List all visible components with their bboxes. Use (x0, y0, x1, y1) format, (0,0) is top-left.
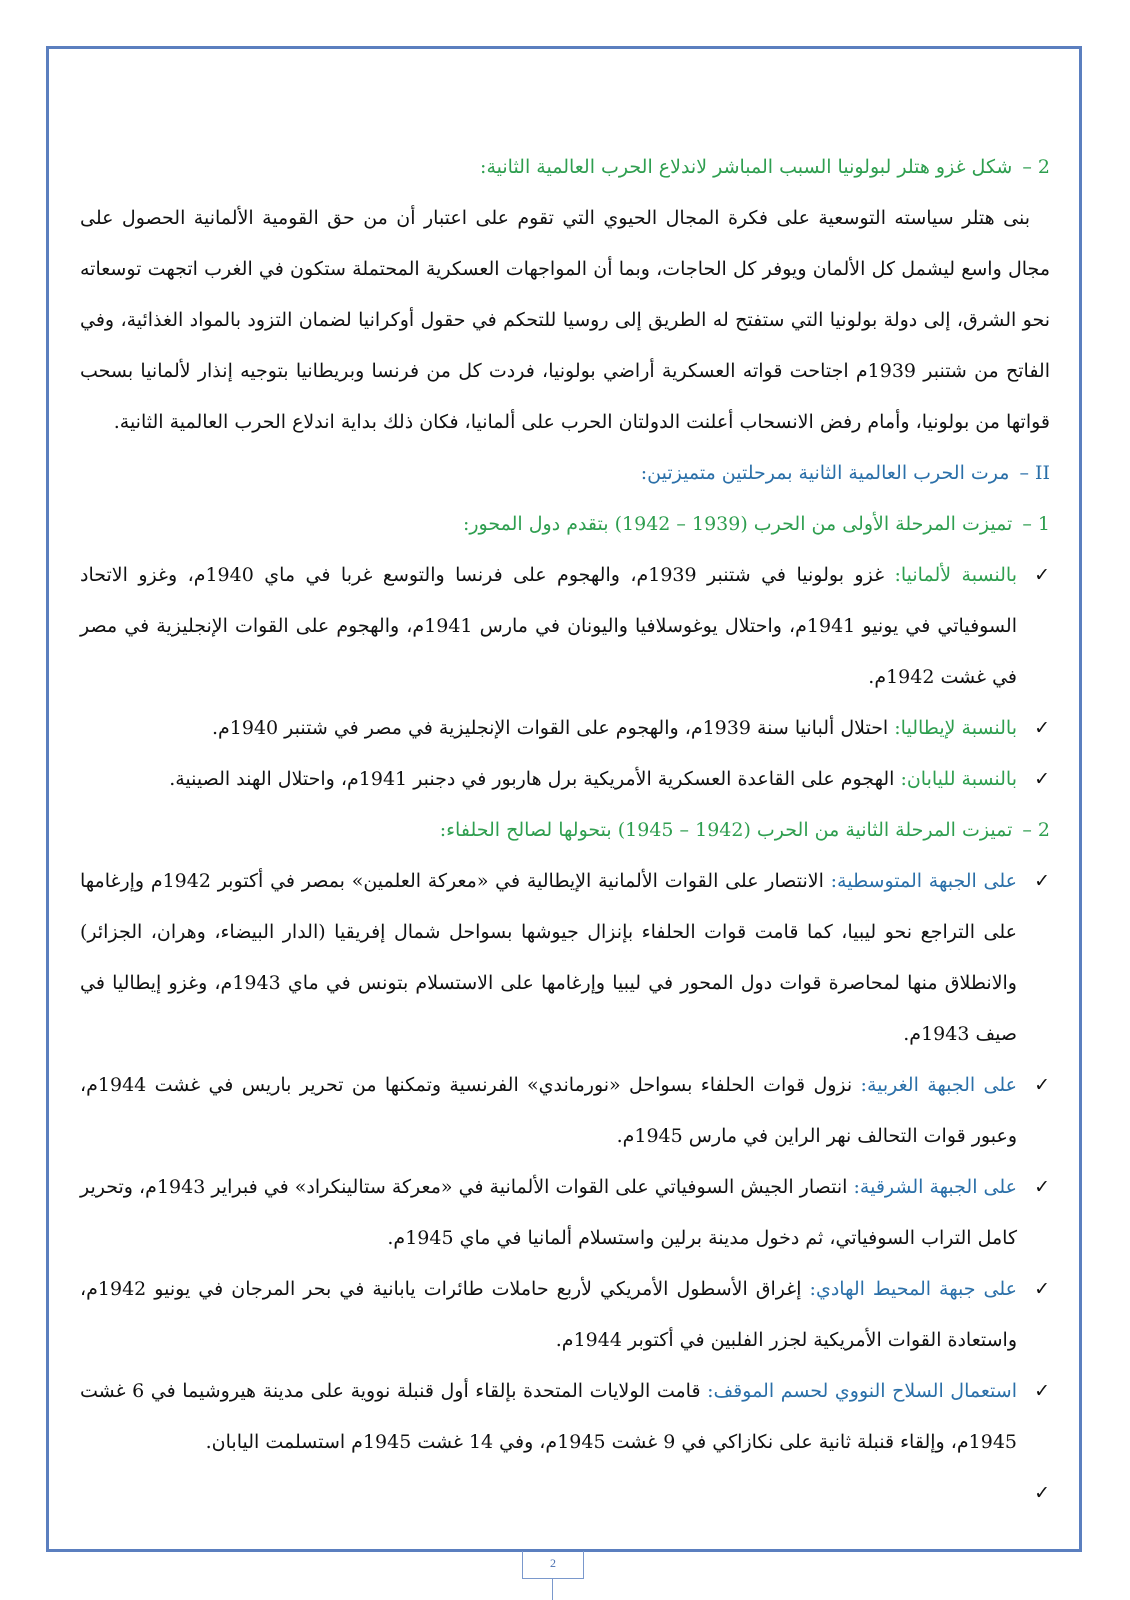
phase1-heading-text: تميزت المرحلة الأولى من الحرب (1939 – 1942) بتقدم دول المحور: (462, 513, 1013, 535)
section2-heading-number: 2 – (1022, 156, 1050, 178)
section2-heading (80, 142, 1050, 193)
list-item (80, 1060, 1050, 1162)
phase2-heading-text: تميزت المرحلة الثانية من الحرب (1942 – 1945) بتحولها لصالح الحلفاء: (439, 819, 1013, 841)
checkmark-icon: ✓ (1034, 768, 1050, 790)
item-label: على الجبهة الشرقية: (853, 1176, 1017, 1198)
list-item (80, 1162, 1050, 1264)
item-label: على جبهة المحيط الهادي: (809, 1278, 1017, 1300)
list-item (80, 754, 1050, 805)
item-text: قامت الولايات المتحدة بإلقاء أول قنبلة نووية على مدينة هيروشيما في 6 غشت 1945م، وإلقاء قنبلة ثانية على نكازاكي في 9 غشت 1945م، وفي 14 غشت 1945م استسلمت اليابان. (80, 1380, 1017, 1453)
item-text: غزو بولونيا في شتنبر 1939م، والهجوم على فرنسا والتوسع غربا في ماي 1940م، وغزو الاتحاد السوفياتي في يونيو 1941م، واحتلال يوغوسلافيا واليونان في مارس 1941م، والهجوم على القوات الإنجليزية في مصر في غشت 1942م. (80, 564, 1017, 688)
phase1-heading (80, 499, 1050, 550)
checkmark-icon: ✓ (1034, 1482, 1050, 1504)
item-text: نزول قوات الحلفاء بسواحل «نورماندي» الفرنسية وتمكنها من تحرير باريس في غشت 1944م، وعبور قوات التحالف نهر الراين في مارس 1945م. (80, 1074, 1017, 1147)
item-label: بالنسبة لألمانيا: (894, 564, 1017, 586)
item-text: احتلال ألبانيا سنة 1939م، والهجوم على القوات الإنجليزية في مصر في شتنبر 1940م. (211, 717, 889, 739)
checkmark-icon: ✓ (1034, 1074, 1050, 1096)
page-number: 2 (522, 1551, 584, 1579)
checkmark-icon: ✓ (1034, 717, 1050, 739)
list-item (80, 856, 1050, 1060)
item-text: إغراق الأسطول الأمريكي لأربع حاملات طائرات يابانية في بحر المرجان في يونيو 1942م، واستعادة القوات الأمريكية لجزر الفلبين في أكتوبر 1944م. (80, 1278, 1017, 1351)
item-text: انتصار الجيش السوفياتي على القوات الألمانية في «معركة ستالينكراد» في فبراير 1943م، وتحرير كامل التراب السوفياتي، ثم دخول مدينة برلين واستسلام ألمانيا في ماي 1945م. (80, 1176, 1017, 1249)
list-item (80, 1366, 1050, 1468)
checkmark-icon: ✓ (1034, 564, 1050, 586)
list-item (80, 703, 1050, 754)
list-item (80, 550, 1050, 703)
section2-heading-text: شكل غزو هتلر لبولونيا السبب المباشر لاندلاع الحرب العالمية الثانية: (480, 156, 1013, 178)
item-label: استعمال السلاح النووي لحسم الموقف: (707, 1380, 1017, 1402)
part2-heading-number: II – (1019, 462, 1050, 484)
checkmark-icon: ✓ (1034, 1380, 1050, 1402)
checkmark-icon: ✓ (1034, 1176, 1050, 1198)
item-label: بالنسبة لإيطاليا: (894, 717, 1017, 739)
phase2-list (80, 856, 1050, 1504)
document-body (80, 142, 1050, 1504)
phase1-heading-number: 1 – (1022, 513, 1050, 535)
part2-heading (80, 448, 1050, 499)
checkmark-icon: ✓ (1034, 1278, 1050, 1300)
item-label: على الجبهة المتوسطية: (830, 870, 1018, 892)
intro-paragraph: بنى هتلر سياسته التوسعية على فكرة المجال الحيوي التي تقوم على اعتبار أن من حق القومية الألمانية الحصول على مجال واسع ليشمل كل الألمان ويوفر كل الحاجات، وبما أن المواجهات العسكرية المحتملة ستكون في الغرب اتجهت توسعاته نحو الشرق، إلى دولة بولونيا التي ستفتح له الطريق إلى روسيا للتحكم في حقول أوكرانيا لضمان التزود بالمواد الغذائية، وفي الفاتح من شتنبر 1939م اجتاحت قواته العسكرية أراضي بولونيا، فردت كل من فرنسا وبريطانيا بتوجيه إنذار لألمانيا بسحب قواتها من بولونيا، وأمام رفض الانسحاب أعلنت الدولتان الحرب على ألمانيا، فكان ذلك بداية اندلاع الحرب العالمية الثانية. (80, 207, 1050, 433)
part2-heading-text: مرت الحرب العالمية الثانية بمرحلتين متميزتين: (640, 462, 1010, 484)
phase2-heading-number: 2 – (1022, 819, 1050, 841)
item-label: على الجبهة الغربية: (860, 1074, 1017, 1096)
phase2-heading (80, 805, 1050, 856)
item-label: بالنسبة لليابان: (900, 768, 1017, 790)
checkmark-icon: ✓ (1034, 870, 1050, 892)
item-text: الانتصار على القوات الألمانية الإيطالية في «معركة العلمين» بمصر في أكتوبر 1942م وإرغامها على التراجع نحو ليبيا، كما قامت قوات الحلفاء بإنزال جيوشها بسواحل شمال إفريقيا (الدار البيضاء، وهران، الجزائر) والانطلاق منها لمحاصرة قوات دول المحور في ليبيا وإرغامها على الاستسلام بتونس في ماي 1943م، وغزو إيطاليا في صيف 1943م. (80, 870, 1017, 1045)
item-text: الهجوم على القاعدة العسكرية الأمريكية برل هاربور في دجنبر 1941م، واحتلال الهند الصينية. (169, 768, 895, 790)
page-number-divider (552, 1579, 553, 1600)
list-item (80, 1264, 1050, 1366)
phase1-list (80, 550, 1050, 805)
